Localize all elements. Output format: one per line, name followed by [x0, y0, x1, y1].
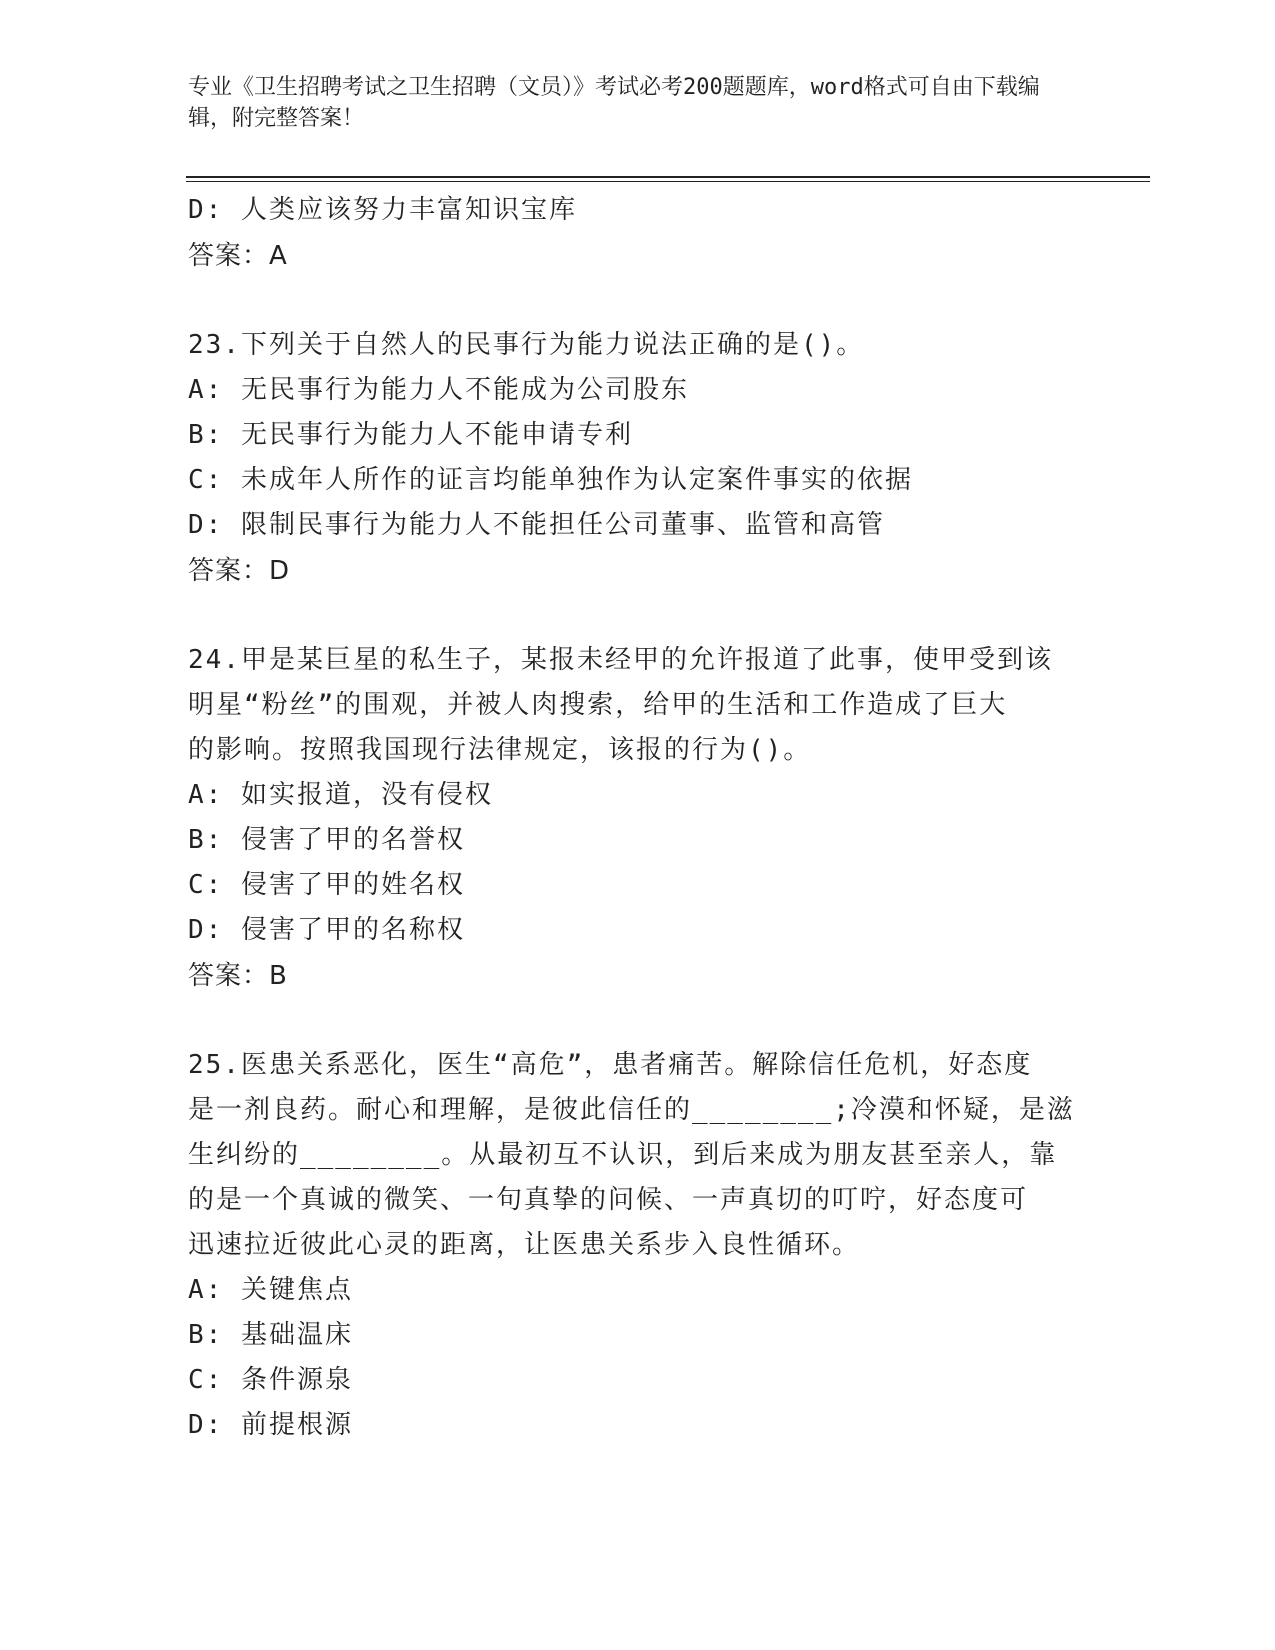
- spacer: [188, 279, 1088, 323]
- question-stem-line: 迅速拉近彼此心灵的距离，让医患关系步入良性循环。: [188, 1230, 861, 1260]
- option-a: A: 无民事行为能力人不能成为公司股东: [188, 375, 689, 405]
- question-stem-line: 明星“粉丝”的围观，并被人肉搜索，给甲的生活和工作造成了巨大: [188, 690, 1008, 720]
- option-a: A: 关键焦点: [188, 1275, 353, 1305]
- answer: 答案：A: [188, 241, 288, 271]
- question-stem-line: 25.医患关系恶化，医生“高危”，患者痛苦。解除信任危机，好态度: [188, 1050, 1033, 1080]
- option-b: B: 无民事行为能力人不能申请专利: [188, 420, 633, 450]
- question-stem-line: 的影响。按照我国现行法律规定，该报的行为()。: [188, 735, 812, 765]
- header-divider-thin: [186, 181, 1150, 182]
- option-a: A: 如实报道，没有侵权: [188, 780, 493, 810]
- answer: 答案：B: [188, 961, 288, 991]
- option-b: B: 基础温床: [188, 1320, 353, 1350]
- option-d: D: 侵害了甲的名称权: [188, 915, 465, 945]
- question-stem-line: 是一剂良药。耐心和理解，是彼此信任的________;冷漠和怀疑，是滋: [188, 1095, 1075, 1125]
- question-23: [188, 323, 1088, 594]
- option-c: C: 侵害了甲的姓名权: [188, 870, 465, 900]
- option-c: C: 条件源泉: [188, 1365, 353, 1395]
- question-stem-line: 24.甲是某巨星的私生子，某报未经甲的允许报道了此事，使甲受到该: [188, 645, 1053, 675]
- question-list: [188, 188, 1088, 1448]
- document-header: 专业《卫生招聘考试之卫生招聘（文员）》考试必考200题题库，word格式可自由下载编辑，附完整答案！: [188, 75, 1040, 131]
- option-c: C: 未成年人所作的证言均能单独作为认定案件事实的依据: [188, 465, 913, 495]
- option-d: D: 人类应该努力丰富知识宝库: [188, 195, 577, 225]
- question-24: [188, 638, 1088, 999]
- question-stem: 23.下列关于自然人的民事行为能力说法正确的是()。: [188, 330, 865, 360]
- spacer: [188, 594, 1088, 638]
- question-25: [188, 1043, 1088, 1448]
- option-d: D: 前提根源: [188, 1410, 353, 1440]
- option-b: B: 侵害了甲的名誉权: [188, 825, 465, 855]
- question-22: [188, 188, 1088, 279]
- spacer: [188, 999, 1088, 1043]
- question-stem-line: 生纠纷的________。从最初互不认识，到后来成为朋友甚至亲人，靠: [188, 1140, 1058, 1170]
- answer: 答案：D: [188, 556, 291, 586]
- option-d: D: 限制民事行为能力人不能担任公司董事、监管和高管: [188, 510, 885, 540]
- header-divider: [186, 176, 1150, 178]
- question-stem-line: 的是一个真诚的微笑、一句真挚的问候、一声真切的叮咛，好态度可: [188, 1185, 1029, 1215]
